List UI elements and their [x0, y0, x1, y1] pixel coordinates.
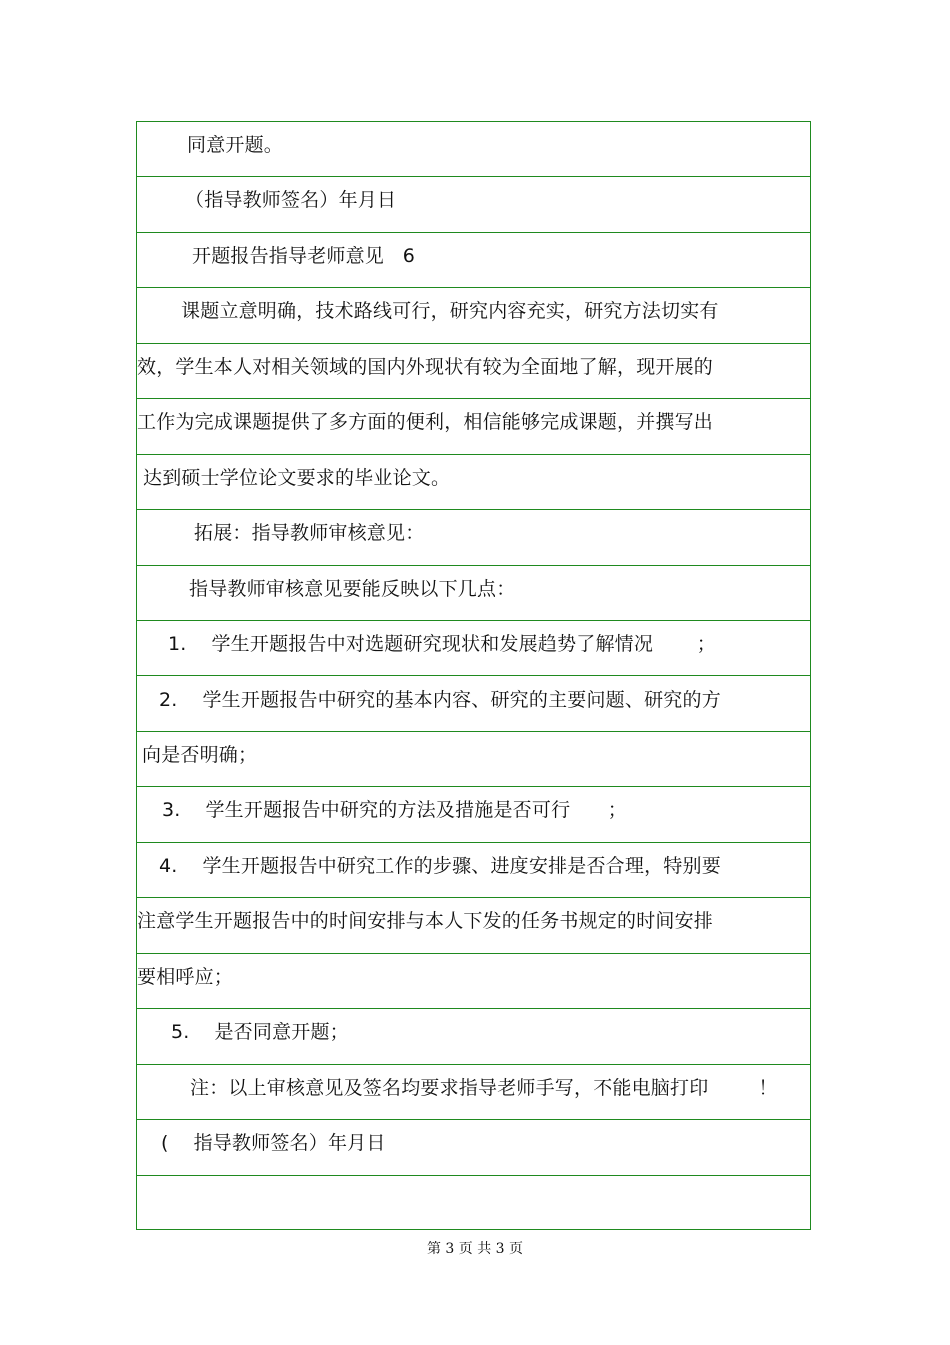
row-text: ( 指导教师签名）年月日: [161, 1132, 386, 1155]
row-text: 注：以上审核意见及签名均要求指导老师手写，不能电脑打印 ！: [190, 1076, 778, 1099]
row-text: 4. 学生开题报告中研究工作的步骤、进度安排是否合理，特别要: [159, 854, 721, 877]
row-text: 开题报告指导老师意见 6: [192, 244, 416, 267]
row-text: 指导教师审核意见要能反映以下几点：: [189, 577, 516, 600]
table-row: [137, 677, 810, 732]
table-row: [137, 233, 810, 288]
form-table: [136, 121, 811, 1230]
page-number: 第 3 页 共 3 页: [426, 1241, 524, 1257]
table-row: [137, 954, 810, 1009]
table-row: [137, 344, 810, 399]
table-row: [137, 732, 810, 787]
row-text: 3. 学生开题报告中研究的方法及措施是否可行 ；: [162, 799, 627, 822]
table-row: [137, 566, 810, 621]
row-text: 注意学生开题报告中的时间安排与本人下发的任务书规定的时间安排: [137, 910, 714, 933]
table-row: [137, 1065, 810, 1120]
table-row: [137, 510, 810, 565]
row-text: 达到硕士学位论文要求的毕业论文。: [143, 466, 451, 489]
row-text: 同意开题。: [187, 134, 284, 156]
table-row: [137, 399, 810, 454]
row-text: 拓展：指导教师审核意见：: [194, 522, 425, 545]
table-row: [137, 898, 810, 953]
row-text: 5. 是否同意开题；: [171, 1021, 349, 1044]
table-row: [137, 122, 810, 177]
row-text: 效，学生本人对相关领域的国内外现状有较为全面地了解，现开展的: [137, 355, 714, 378]
row-text: 课题立意明确，技术路线可行，研究内容充实，研究方法切实有: [181, 300, 719, 323]
row-text: 工作为完成课题提供了多方面的便利，相信能够完成课题，并撰写出: [137, 411, 714, 434]
row-text: 要相呼应；: [137, 965, 234, 988]
table-row: [137, 288, 810, 343]
row-text: （指导教师签名）年月日: [185, 189, 397, 212]
table-row: [137, 1176, 810, 1231]
table-row: [137, 177, 810, 232]
table-row: [137, 1009, 810, 1064]
table-row: [137, 787, 810, 842]
table-row: [137, 455, 810, 510]
table-row: [137, 843, 810, 898]
table-row: [137, 621, 810, 676]
row-text: 1. 学生开题报告中对选题研究现状和发展趋势了解情况 ；: [168, 633, 716, 656]
table-row: [137, 1120, 810, 1175]
row-text: 2. 学生开题报告中研究的基本内容、研究的主要问题、研究的方: [159, 688, 721, 711]
row-text: 向是否明确；: [142, 743, 258, 766]
